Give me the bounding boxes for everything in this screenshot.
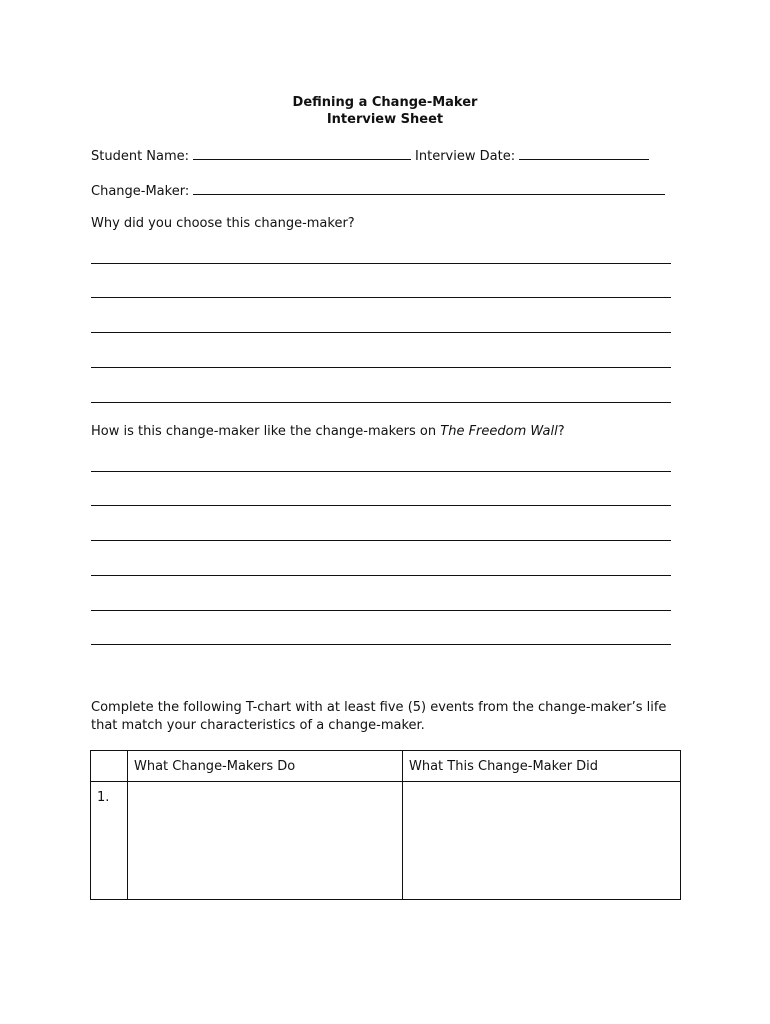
question-1: Why did you choose this change-maker? bbox=[91, 216, 355, 231]
answer-line[interactable] bbox=[91, 575, 671, 576]
question-2-text: How is this change-maker like the change-makers on bbox=[91, 424, 441, 439]
change-maker-field[interactable] bbox=[193, 181, 665, 195]
question-2-end: ? bbox=[557, 424, 565, 439]
answer-line[interactable] bbox=[91, 505, 671, 506]
answer-line[interactable] bbox=[91, 471, 671, 472]
t-chart-table bbox=[90, 750, 681, 900]
student-name-label: Student Name: bbox=[91, 149, 190, 164]
answer-line[interactable] bbox=[91, 402, 671, 403]
answer-line[interactable] bbox=[91, 297, 671, 298]
student-name-field[interactable] bbox=[193, 146, 411, 160]
t-chart-header-cell bbox=[91, 751, 128, 782]
what-change-makers-do-cell[interactable] bbox=[128, 782, 403, 900]
student-info-row bbox=[91, 146, 653, 165]
worksheet-title: Defining a Change-Maker bbox=[292, 95, 478, 110]
question-2-title: The Freedom Wall bbox=[440, 424, 558, 439]
change-maker-row bbox=[91, 181, 669, 200]
answer-line[interactable] bbox=[91, 332, 671, 333]
answer-line[interactable] bbox=[91, 644, 671, 645]
t-chart-header-cell: What This Change-Maker Did bbox=[403, 751, 681, 782]
what-this-change-maker-did-cell[interactable] bbox=[403, 782, 681, 900]
row-number: 1. bbox=[91, 782, 128, 900]
answer-line[interactable] bbox=[91, 610, 671, 611]
question-2 bbox=[91, 423, 565, 440]
answer-line[interactable] bbox=[91, 540, 671, 541]
tchart-instructions: Complete the following T-chart with at least five (5) events from the change-maker’s life that match your characteristics of a change-maker. bbox=[91, 700, 667, 733]
interview-date-label: Interview Date: bbox=[415, 149, 516, 164]
t-chart-header-cell: What Change-Makers Do bbox=[128, 751, 403, 782]
change-maker-label: Change-Maker: bbox=[91, 184, 190, 199]
t-chart-header-row bbox=[91, 751, 681, 782]
worksheet-subtitle: Interview Sheet bbox=[326, 112, 444, 127]
table-row bbox=[91, 782, 681, 900]
answer-line[interactable] bbox=[91, 263, 671, 264]
answer-line[interactable] bbox=[91, 367, 671, 368]
interview-date-field[interactable] bbox=[519, 146, 649, 160]
